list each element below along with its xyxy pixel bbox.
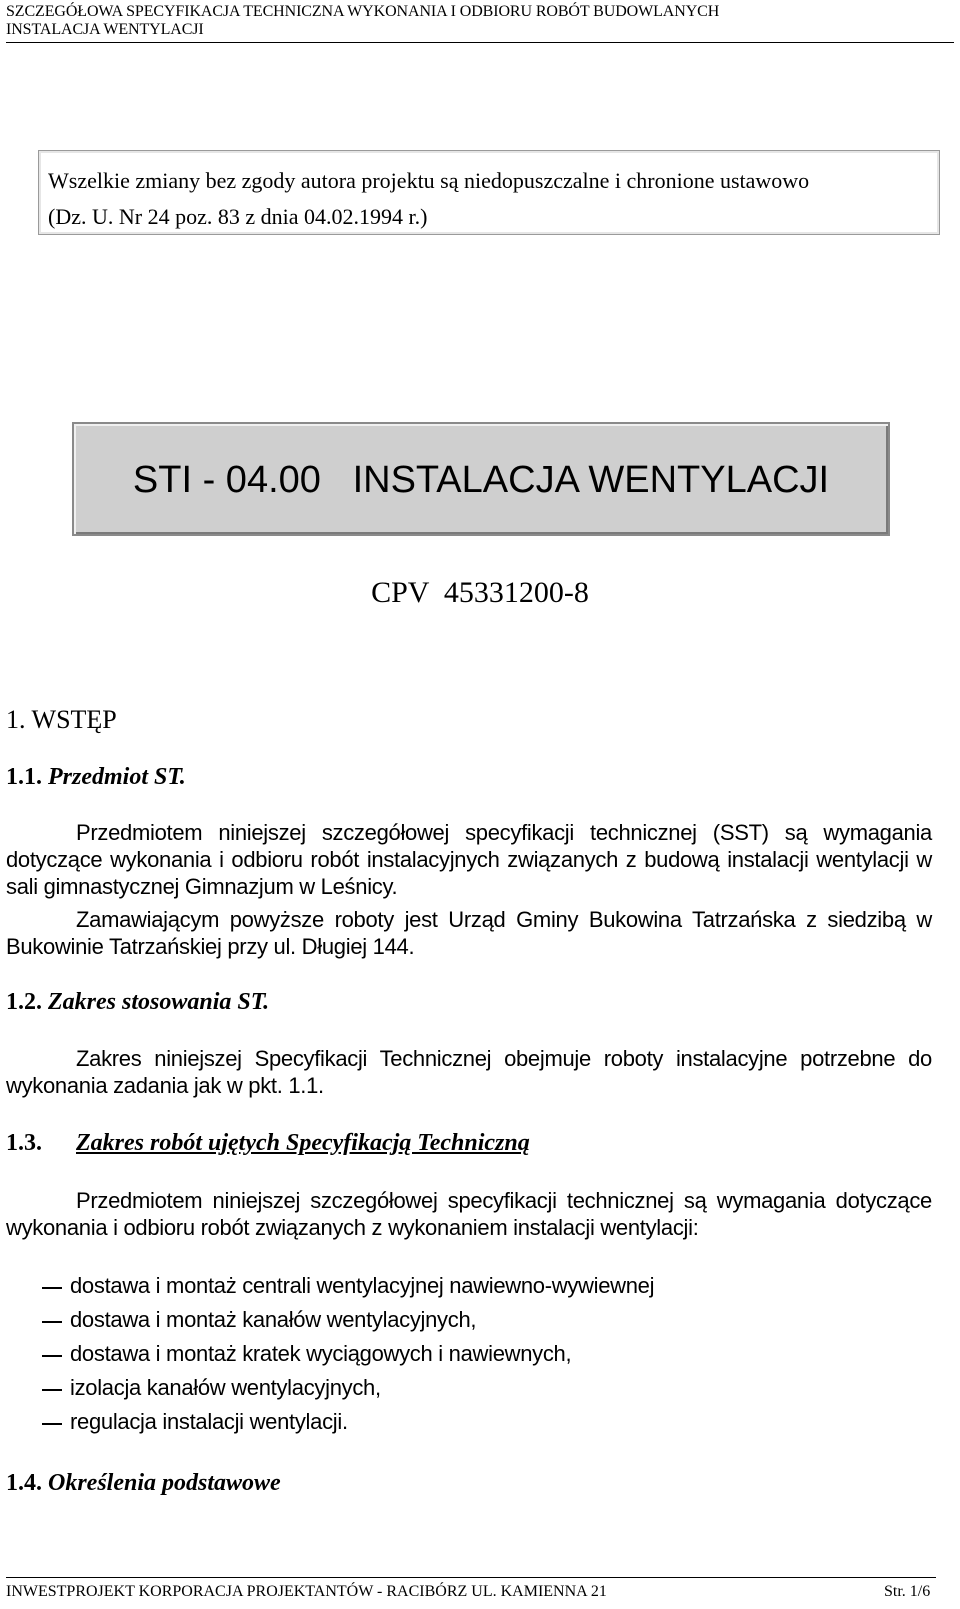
section-heading-wstep: 1. WSTĘP [6, 705, 117, 734]
list-dash-icon [42, 1321, 62, 1323]
section-title: Zakres stosowania ST. [48, 989, 270, 1015]
paragraph-przedmiot: Przedmiotem niniejszej szczegółowej specyfikacji technicznej (SST) są wymagania dotyczące wykonania i odbioru robót instalacyjnych związanych z budową instalacji wentylacji w sali gimnastycznej Gimnazjum w Leśnicy. [6, 820, 932, 899]
footer-company: INWESTPROJEKT KORPORACJA PROJEKTANTÓW - RACIBÓRZ UL. KAMIENNA 21 [6, 1583, 607, 1600]
section-number: 1.3. [6, 1130, 42, 1156]
section-heading-1-1 [6, 762, 186, 792]
header-subtitle: INSTALACJA WENTYLACJI [6, 21, 204, 38]
list-dash-icon [42, 1355, 62, 1357]
footer-rule [6, 1577, 936, 1578]
section-title: Określenia podstawowe [48, 1470, 281, 1496]
section-title: Przedmiot ST. [48, 764, 186, 790]
paragraph-zamawiajacy: Zamawiającym powyższe roboty jest Urząd Gminy Bukowina Tatrzańska z siedzibą w Bukowinie Tatrzańskiej przy ul. Długiej 144. [6, 907, 932, 959]
document-title: STI - 04.00 INSTALACJA WENTYLACJI [132, 459, 830, 501]
list-item: dostawa i montaż centrali wentylacyjnej nawiewno-wywiewnej [70, 1273, 655, 1298]
list-item: dostawa i montaż kanałów wentylacyjnych, [70, 1307, 477, 1332]
list-item: regulacja instalacji wentylacji. [70, 1409, 348, 1434]
section-heading-1-3 [6, 1128, 530, 1158]
copyright-notice-line2: (Dz. U. Nr 24 poz. 83 z dnia 04.02.1994 r.) [48, 204, 428, 229]
list-dash-icon [42, 1389, 62, 1391]
list-item: dostawa i montaż kratek wyciągowych i nawiewnych, [70, 1341, 572, 1366]
paragraph-zakres-robot: Przedmiotem niniejszej szczegółowej specyfikacji technicznej są wymagania dotyczące wykonania i odbioru robót związanych z wykonaniem instalacji wentylacji: [6, 1188, 932, 1240]
section-number: 1.1. [6, 764, 42, 790]
section-title: Zakres robót ujętych Specyfikacją Techniczną [76, 1130, 530, 1156]
cpv-code: CPV 45331200-8 [371, 576, 589, 609]
paragraph-zakres-stosowania: Zakres niniejszej Specyfikacji Technicznej obejmuje roboty instalacyjne potrzebne do wykonania zadania jak w pkt. 1.1. [6, 1046, 932, 1098]
header-title: SZCZEGÓŁOWA SPECYFIKACJA TECHNICZNA WYKONANIA I ODBIORU ROBÓT BUDOWLANYCH [6, 3, 720, 20]
section-heading-1-4 [6, 1468, 281, 1498]
list-dash-icon [42, 1423, 62, 1425]
footer-page-number: Str. 1/6 [884, 1583, 931, 1600]
list-dash-icon [42, 1287, 62, 1289]
copyright-notice-line1: Wszelkie zmiany bez zgody autora projektu są niedopuszczalne i chronione ustawowo [48, 168, 810, 193]
list-item: izolacja kanałów wentylacyjnych, [70, 1375, 381, 1400]
section-heading-1-2 [6, 987, 269, 1017]
header-rule [6, 42, 954, 43]
section-number: 1.2. [6, 989, 42, 1015]
section-number: 1.4. [6, 1470, 42, 1496]
